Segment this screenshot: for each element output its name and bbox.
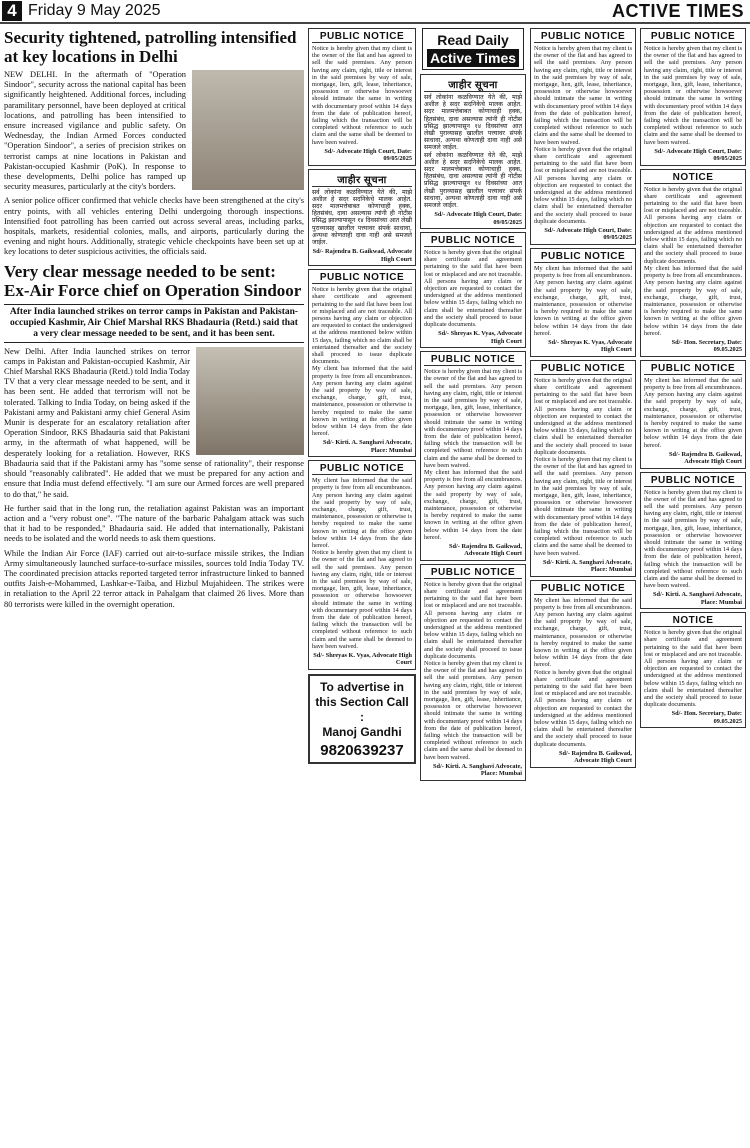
notice: PUBLIC NOTICE Notice is hereby given that the original share certificate and agreement pertaining to the said flat have been lost or misplaced and are not traceable. All persons having any claim or objection are requested to contact the undersigned at the address mentioned below within 15 days, failing which no claim shall be entertained thereafter and the society shall proceed to issue duplicate documents. Notice is hereby given that my client is the owner of the flat and has agreed to sell the said premises. Any person having any claim, right, title or interest in the said premises by way of sale, mortgage, lien, gift, lease, inheritance, possession or otherwise howsoever should intimate the same in writing with documentary proof within 14 days from the date of publication hereof, failing which the transaction will be completed without reference to such claim and the same shall be deemed to have been waived. Sd/- Kirti. A. Sanghavi Advocate, Place: Mumbai: [530, 360, 636, 577]
advertise-box: [308, 674, 416, 764]
read-daily-logo: Read Daily Active Times: [422, 28, 524, 70]
notice: PUBLIC NOTICE Notice is hereby given that the original share certificate and agreement pertaining to the said flat have been lost or misplaced and are not traceable. All persons having any claim or objection are requested to contact the undersigned at the address mentioned below within 15 days, failing which no claim shall be entertained thereafter and the society shall proceed to issue duplicate documents. My client has informed that the said property is free from all encumbrances. Any person having any claim against the said property by way of sale, exchange, charge, gift, trust, maintenance, possession or otherwise is hereby required to make the same known in writing at the office given below within 14 days from the date hereof. Sd/- Kirti. A. Sanghavi Advocate, Place: Mumbai: [308, 269, 416, 457]
story2-deck: After India launched strikes on terror camps in Pakistan and Pakistan-occupied Kashmir, Air Chief Marshal RKS Bhadauria (Retd.) said that a very clear message needed to be sent, and it has been sent.: [4, 304, 304, 343]
notices-column-3: [420, 28, 526, 1144]
story1-headline: Security tightened, patrolling intensified at key locations in Delhi: [4, 28, 297, 66]
notice: NOTICE Notice is hereby given that the original share certificate and agreement pertaining to the said flat have been lost or misplaced and are not traceable. All persons having any claim or objection are requested to contact the undersigned at the address mentioned below within 15 days, failing which no claim shall be entertained thereafter and the society shall proceed to issue duplicate documents. Sd/- Hon. Secretary, Date: 09.05.2025: [640, 612, 746, 728]
story2-photo: [196, 347, 304, 455]
advertise-phone: 9820639237: [320, 741, 404, 759]
advertise-text: To advertise in this Section Call :: [315, 679, 409, 724]
page-number: 4: [2, 1, 22, 21]
notices-column-4: [530, 28, 636, 1144]
story2-headline: Very clear message needed to be sent: Ex-Air Force chief on Operation Sindoor: [4, 261, 302, 300]
story2-para3: While the Indian Air Force (IAF) carried out air-to-surface missile strikes, the Indian Army simultaneously launched surface-to-surface missiles, sources told India Today TV. The coordinated precision attacks reported targeted terror infrastructure linked to banned outfits Jaish-e-Mohammed, Lashkar-e-Taiba, and Hizbul Mujahideen. The strikes were in retaliation to the April 22 terror attack in Pahalgam that claimed 26 lives. More than 80 terrorists were killed in the overnight operation.: [4, 548, 304, 609]
notice: PUBLIC NOTICE Notice is hereby given that my client is the owner of the flat and has agreed to sell the said premises. Any person having any claim, right, title or interest in the said premises by way of sale, mortgage, lien, gift, lease, inheritance, possession or otherwise howsoever should intimate the same in writing with documentary proof within 14 days from the date of publication hereof, failing which the transaction will be completed without reference to such claim and the same shall be deemed to have been waived. Sd/- Advocate High Court, Date: 09/05/2025: [640, 28, 746, 166]
notice: PUBLIC NOTICE Notice is hereby given that my client is the owner of the flat and has agreed to sell the said premises. Any person having any claim, right, title or interest in the said premises by way of sale, mortgage, lien, gift, lease, inheritance, possession or otherwise howsoever should intimate the same in writing with documentary proof within 14 days from the date of publication hereof, failing which the transaction will be completed without reference to such claim and the same shall be deemed to have been waived. Sd/- Advocate High Court, Date: 09/05/2025: [308, 28, 416, 166]
issue-date: Friday 9 May 2025: [28, 2, 161, 19]
page-header: [0, 0, 750, 24]
story1-para2: A senior police officer confirmed that vehicle checks have been strengthened at the city's entry points, with all vehicles entering Delhi undergoing thorough inspections. Intensified foot patrolling has been carried out across several areas, including parks, hospitals, markets, residential colonies, malls, and airports, particularly during the evening and night hours. Additionally, strategic vehicle checkpoints have been set up at key locations to deter suspicious activities, the officials said.: [4, 196, 304, 257]
notice: PUBLIC NOTICE Notice is hereby given that my client is the owner of the flat and has agreed to sell the said premises. Any person having any claim, right, title or interest in the said premises by way of sale, mortgage, lien, gift, lease, inheritance, possession or otherwise howsoever should intimate the same in writing with documentary proof within 14 days from the date of publication hereof, failing which the transaction will be completed without reference to such claim and the same shall be deemed to have been waived. Notice is hereby given that the original share certificate and agreement pertaining to the said flat have been lost or misplaced and are not traceable. All persons having any claim or objection are requested to contact the undersigned at the address mentioned below within 15 days, failing which no claim shall be entertained thereafter and the society shall proceed to issue duplicate documents. Sd/- Advocate High Court, Date: 09/05/2025: [530, 28, 636, 245]
advertise-contact-name: Manoj Gandhi: [322, 724, 402, 739]
notice: PUBLIC NOTICE My client has informed that the said property is free from all encumbrances. Any person having any claim against the said property by way of sale, exchange, charge, gift, trust, maintenance, possession or otherwise is hereby required to make the same known in writing at the office given below within 14 days from the date hereof. Notice is hereby given that the original share certificate and agreement pertaining to the said flat have been lost or misplaced and are not traceable. All persons having any claim or objection are requested to contact the undersigned at the address mentioned below within 15 days, failing which no claim shall be entertained thereafter and the society shall proceed to issue duplicate documents. Sd/- Rajendra B. Gaikwad, Advocate High Court: [530, 580, 636, 768]
notice: NOTICE Notice is hereby given that the original share certificate and agreement pertaining to the said flat have been lost or misplaced and are not traceable. All persons having any claim or objection are requested to contact the undersigned at the address mentioned below within 15 days, failing which no claim shall be entertained thereafter and the society shall proceed to issue duplicate documents. My client has informed that the said property is free from all encumbrances. Any person having any claim against the said property by way of sale, exchange, charge, gift, trust, maintenance, possession or otherwise is hereby required to make the same known in writing at the office given below within 14 days from the date hereof. Sd/- Hon. Secretary, Date: 09.05.2025: [640, 169, 746, 357]
notice: PUBLIC NOTICE Notice is hereby given that the original share certificate and agreement pertaining to the said flat have been lost or misplaced and are not traceable. All persons having any claim or objection are requested to contact the undersigned at the address mentioned below within 15 days, failing which no claim shall be entertained thereafter and the society shall proceed to issue duplicate documents. Notice is hereby given that my client is the owner of the flat and has agreed to sell the said premises. Any person having any claim, right, title or interest in the said premises by way of sale, mortgage, lien, gift, lease, inheritance, possession or otherwise howsoever should intimate the same in writing with documentary proof within 14 days from the date of publication hereof, failing which the transaction will be completed without reference to such claim and the same shall be deemed to have been waived. Sd/- Kirti. A. Sanghavi Advocate, Place: Mumbai: [420, 564, 526, 781]
notice-marathi: जाहीर सूचना सर्व लोकांना कळविण्यात येते की, माझे अशील हे सदर सदनिकेचे मालक आहेत. सदर मालमत्तेबाबत कोणाचाही हक्क, हितसंबंध, दावा असल्यास त्यांनी ही नोटीस प्रसिद्ध झाल्यापासून १४ दिवसांच्या आत लेखी पुराव्यासह खालील पत्त्यावर संपर्क साधावा, अन्यथा कोणताही दावा नाही असे समजले जाईल. सर्व लोकांना कळविण्यात येते की, माझे अशील हे सदर सदनिकेचे मालक आहेत. सदर मालमत्तेबाबत कोणाचाही हक्क, हितसंबंध, दावा असल्यास त्यांनी ही नोटीस प्रसिद्ध झाल्यापासून १४ दिवसांच्या आत लेखी पुराव्यासह खालील पत्त्यावर संपर्क साधावा, अन्यथा कोणताही दावा नाही असे समजले जाईल. Sd/- Advocate High Court, Date: 09/05/2025: [420, 74, 526, 229]
notices-column-2: [308, 28, 416, 1144]
story2-para1: New Delhi. After India launched strikes on terror camps in Pakistan and Pakistan-occupied Kashmir, Air Chief Marshal RKS Bhadauria (Retd.) told India Today TV that a very clear message needed to be sent, and it has been sent. He added that terrorism will not be tolerated. Talking to India Today, on being asked if the Pakistani army and Pakistani army chief General Asim Munir is desperate for an escalatory retaliation after Operation Sindoor, RKS Bhadauria said that Pakistani army, in the aftermath of what happened, will be desperately looking for a retaliation. However, RKS Bhadauria said that if the Pakistani army has "some sense of rationality", their response should "reasonably calibrated". He added that we must be prepared for any action and ensure that India must defend effectively. "I am sure our Armed forces are well prepared to do that," he said.: [4, 346, 304, 499]
notice: PUBLIC NOTICE My client has informed that the said property is free from all encumbrances. Any person having any claim against the said property by way of sale, exchange, charge, gift, trust, maintenance, possession or otherwise is hereby required to make the same known in writing at the office given below within 14 days from the date hereof. Sd/- Rajendra B. Gaikwad, Advocate High Court: [640, 360, 746, 469]
notice: PUBLIC NOTICE My client has informed that the said property is free from all encumbrances. Any person having any claim against the said property by way of sale, exchange, charge, gift, trust, maintenance, possession or otherwise is hereby required to make the same known in writing at the office given below within 14 days from the date hereof. Notice is hereby given that my client is the owner of the flat and has agreed to sell the said premises. Any person having any claim, right, title or interest in the said premises by way of sale, mortgage, lien, gift, lease, inheritance, possession or otherwise howsoever should intimate the same in writing with documentary proof within 14 days from the date of publication hereof, failing which the transaction will be completed without reference to such claim and the same shall be deemed to have been waived. Sd/- Shreyas K. Vyas, Advocate High Court: [308, 460, 416, 670]
notice: PUBLIC NOTICE Notice is hereby given that the original share certificate and agreement pertaining to the said flat have been lost or misplaced and are not traceable. All persons having any claim or objection are requested to contact the undersigned at the address mentioned below within 15 days, failing which no claim shall be entertained thereafter and the society shall proceed to issue duplicate documents. Sd/- Shreyas K. Vyas, Advocate High Court: [420, 232, 526, 348]
notice: PUBLIC NOTICE My client has informed that the said property is free from all encumbrances. Any person having any claim against the said property by way of sale, exchange, charge, gift, trust, maintenance, possession or otherwise is hereby required to make the same known in writing at the office given below within 14 days from the date hereof. Sd/- Shreyas K. Vyas, Advocate High Court: [530, 248, 636, 357]
newspaper-name: ACTIVE TIMES: [611, 1, 744, 21]
story1-photo: [192, 70, 304, 190]
notice: PUBLIC NOTICE Notice is hereby given that my client is the owner of the flat and has agreed to sell the said premises. Any person having any claim, right, title or interest in the said premises by way of sale, mortgage, lien, gift, lease, inheritance, possession or otherwise howsoever should intimate the same in writing with documentary proof within 14 days from the date of publication hereof, failing which the transaction will be completed without reference to such claim and the same shall be deemed to have been waived. Sd/- Kirti. A. Sanghavi Advocate, Place: Mumbai: [640, 472, 746, 610]
notices-column-5: [640, 28, 746, 1144]
news-column: [4, 28, 304, 1144]
notice-marathi: जाहीर सूचना सर्व लोकांना कळविण्यात येते की, माझे अशील हे सदर सदनिकेचे मालक आहेत. सदर मालमत्तेबाबत कोणाचाही हक्क, हितसंबंध, दावा असल्यास त्यांनी ही नोटीस प्रसिद्ध झाल्यापासून १४ दिवसांच्या आत लेखी पुराव्यासह खालील पत्त्यावर संपर्क साधावा, अन्यथा कोणताही दावा नाही असे समजले जाईल. Sd/- Rajendra B. Gaikwad, Advocate High Court: [308, 169, 416, 266]
notice: PUBLIC NOTICE Notice is hereby given that my client is the owner of the flat and has agreed to sell the said premises. Any person having any claim, right, title or interest in the said premises by way of sale, mortgage, lien, gift, lease, inheritance, possession or otherwise howsoever should intimate the same in writing with documentary proof within 14 days from the date of publication hereof, failing which the transaction will be completed without reference to such claim and the same shall be deemed to have been waived. My client has informed that the said property is free from all encumbrances. Any person having any claim against the said property by way of sale, exchange, charge, gift, trust, maintenance, possession or otherwise is hereby required to make the same known in writing at the office given below within 14 days from the date hereof. Sd/- Rajendra B. Gaikwad, Advocate High Court: [420, 351, 526, 561]
story1-para1: NEW DELHI. In the aftermath of "Operation Sindoor", security across the national capital has been significantly heightened. Additional forces, including paramilitary personnel, have been deployed at critical locations, and patrolling has been intensified to ensure increased vigilance and public safety. On Wednesday, the Indian Armed Forces conducted "Operation Sindoor", a series of precision strikes on terrorist camps at nine locations in Pakistan and Pakistan-occupied Kashmir (PoK). In response to these developments, Delhi police has ramped up security measures, particularly at the city's borders.: [4, 70, 186, 192]
story2-para2: He further said that in the long run, the retaliation against Pakistan was an important action and a "very robust one". "The nature of the barbaric Pahalgam attack was such that it had to be responded," Bhadauria said. He added that internationally, Pakistani needs to be isolated and the world needs to ask them questions.: [4, 503, 304, 544]
